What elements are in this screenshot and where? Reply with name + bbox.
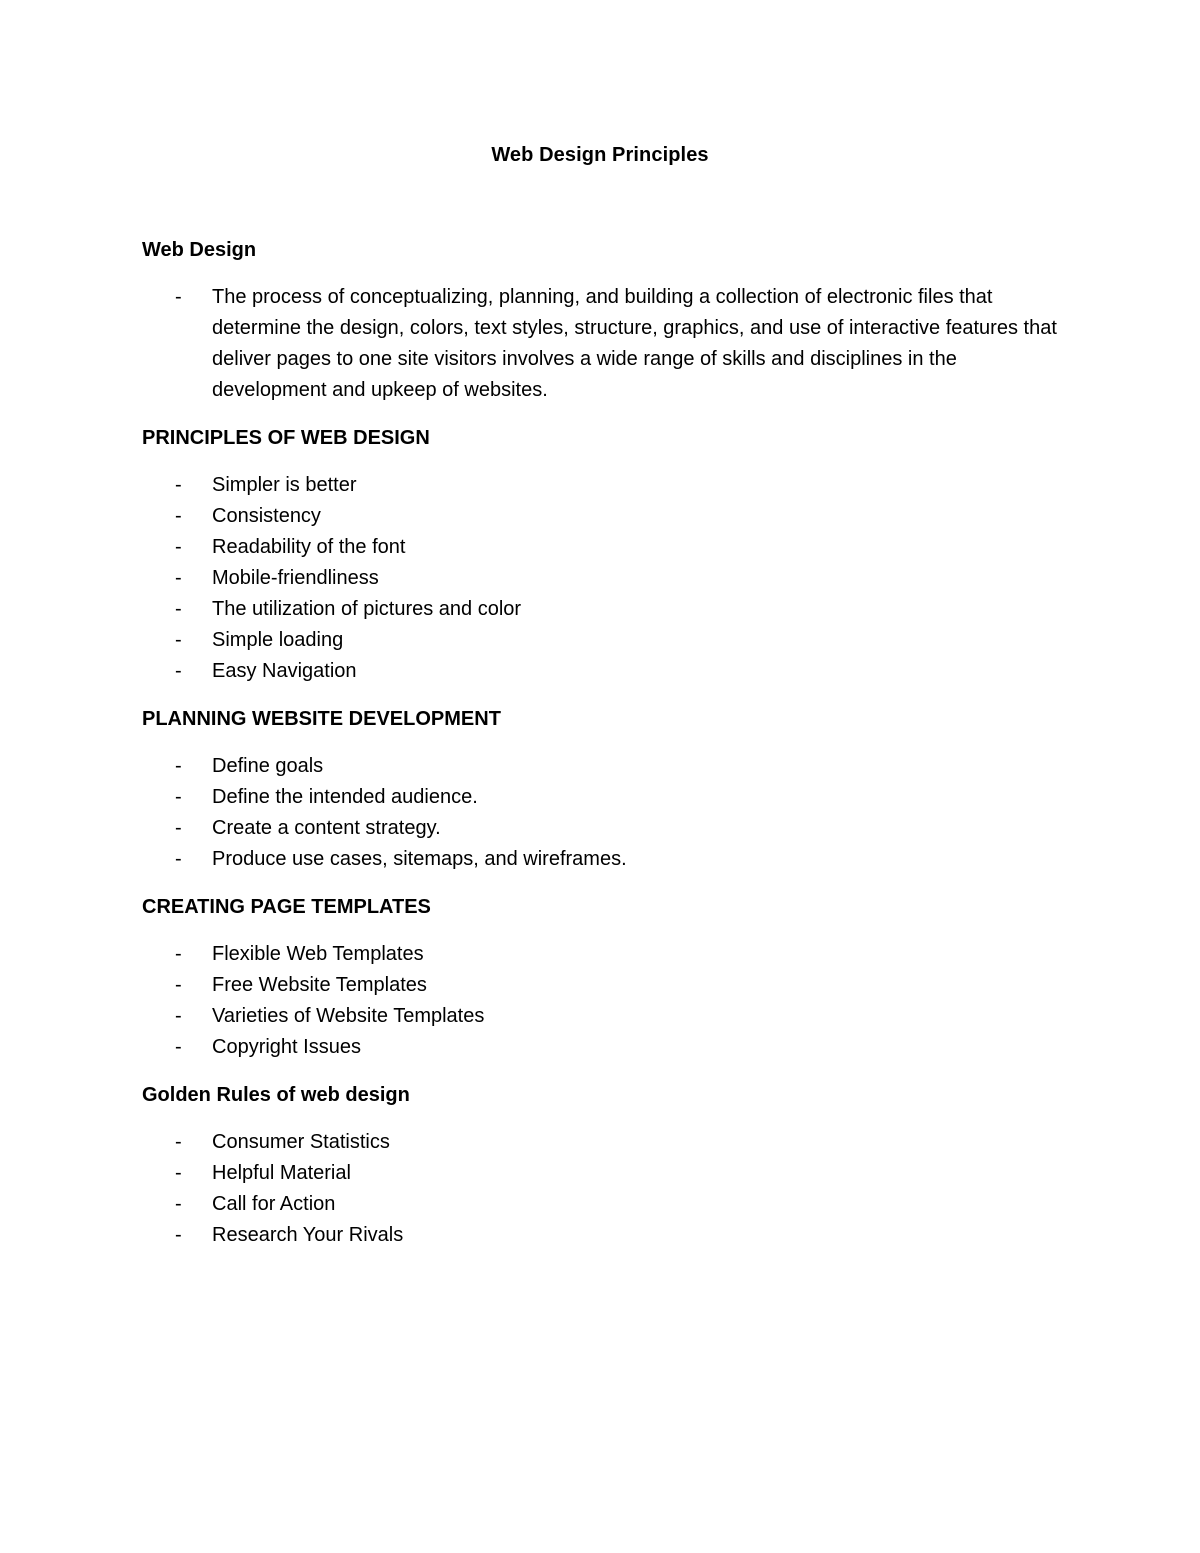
list-item [142, 594, 1072, 625]
list-item [142, 844, 1072, 875]
section-principles [142, 424, 1072, 687]
dash-bullet: - [175, 660, 182, 682]
document-body [142, 236, 1072, 1269]
dash-bullet: - [175, 786, 182, 808]
section-heading: PRINCIPLES OF WEB DESIGN [142, 427, 430, 449]
section-templates [142, 893, 1072, 1063]
list-item-text: Flexible Web Templates [212, 943, 424, 965]
list-item [142, 1220, 1072, 1251]
list-item-text: Mobile-friendliness [212, 567, 379, 589]
dash-bullet: - [175, 1131, 182, 1153]
dash-bullet: - [175, 505, 182, 527]
list-item [142, 1032, 1072, 1063]
list-item [142, 1158, 1072, 1189]
list-item-text: Easy Navigation [212, 660, 357, 682]
section-golden-rules [142, 1081, 1072, 1251]
list-item-text: Simpler is better [212, 474, 357, 496]
dash-bullet: - [175, 598, 182, 620]
list-item [142, 813, 1072, 844]
section-heading: Web Design [142, 239, 257, 261]
list-item [142, 563, 1072, 594]
list-item-text: Free Website Templates [212, 974, 427, 996]
list-item [142, 782, 1072, 813]
list-item [142, 970, 1072, 1001]
section-web-design [142, 236, 1072, 406]
list-item-text: Varieties of Website Templates [212, 1005, 485, 1027]
dash-bullet: - [175, 974, 182, 996]
list-item-text: The process of conceptualizing, planning, and building a collection of electronic files that determine the design, colors, text styles, structure, graphics, and use of interactive features that deliver pages to one site visitors involves a wide range of skills and disciplines in the development and upkeep of websites. [212, 286, 1057, 401]
list-item [142, 751, 1072, 782]
bullet-list [142, 751, 1072, 875]
dash-bullet: - [175, 1036, 182, 1058]
section-heading: Golden Rules of web design [142, 1084, 410, 1106]
list-item [142, 501, 1072, 532]
list-item [142, 532, 1072, 563]
list-item-text: Research Your Rivals [212, 1224, 404, 1246]
dash-bullet: - [175, 629, 182, 651]
list-item-text: Helpful Material [212, 1162, 351, 1184]
dash-bullet: - [175, 474, 182, 496]
list-item-text: Produce use cases, sitemaps, and wireframes. [212, 848, 627, 870]
list-item-text: Consumer Statistics [212, 1131, 390, 1153]
list-item-text: Create a content strategy. [212, 817, 441, 839]
dash-bullet: - [175, 755, 182, 777]
list-item-text: Define goals [212, 755, 324, 777]
dash-bullet: - [175, 567, 182, 589]
list-item-text: Consistency [212, 505, 321, 527]
section-heading: PLANNING WEBSITE DEVELOPMENT [142, 708, 501, 730]
list-item [142, 1001, 1072, 1032]
list-item [142, 1127, 1072, 1158]
list-item [142, 470, 1072, 501]
document-title: Web Design Principles [491, 144, 709, 166]
list-item-text: Simple loading [212, 629, 344, 651]
list-item-text: Copyright Issues [212, 1036, 361, 1058]
bullet-list [142, 470, 1072, 687]
section-heading: CREATING PAGE TEMPLATES [142, 896, 431, 918]
dash-bullet: - [175, 286, 182, 308]
list-item [142, 1189, 1072, 1220]
dash-bullet: - [175, 817, 182, 839]
dash-bullet: - [175, 1224, 182, 1246]
list-item [142, 625, 1072, 656]
dash-bullet: - [175, 943, 182, 965]
dash-bullet: - [175, 536, 182, 558]
dash-bullet: - [175, 848, 182, 870]
list-item [142, 282, 1072, 406]
list-item-text: Define the intended audience. [212, 786, 478, 808]
dash-bullet: - [175, 1005, 182, 1027]
dash-bullet: - [175, 1193, 182, 1215]
list-item-text: The utilization of pictures and color [212, 598, 522, 620]
section-planning [142, 705, 1072, 875]
dash-bullet: - [175, 1162, 182, 1184]
list-item-text: Call for Action [212, 1193, 336, 1215]
list-item [142, 939, 1072, 970]
bullet-list [142, 1127, 1072, 1251]
bullet-list [142, 939, 1072, 1063]
list-item [142, 656, 1072, 687]
list-item-text: Readability of the font [212, 536, 406, 558]
bullet-list [142, 282, 1072, 406]
